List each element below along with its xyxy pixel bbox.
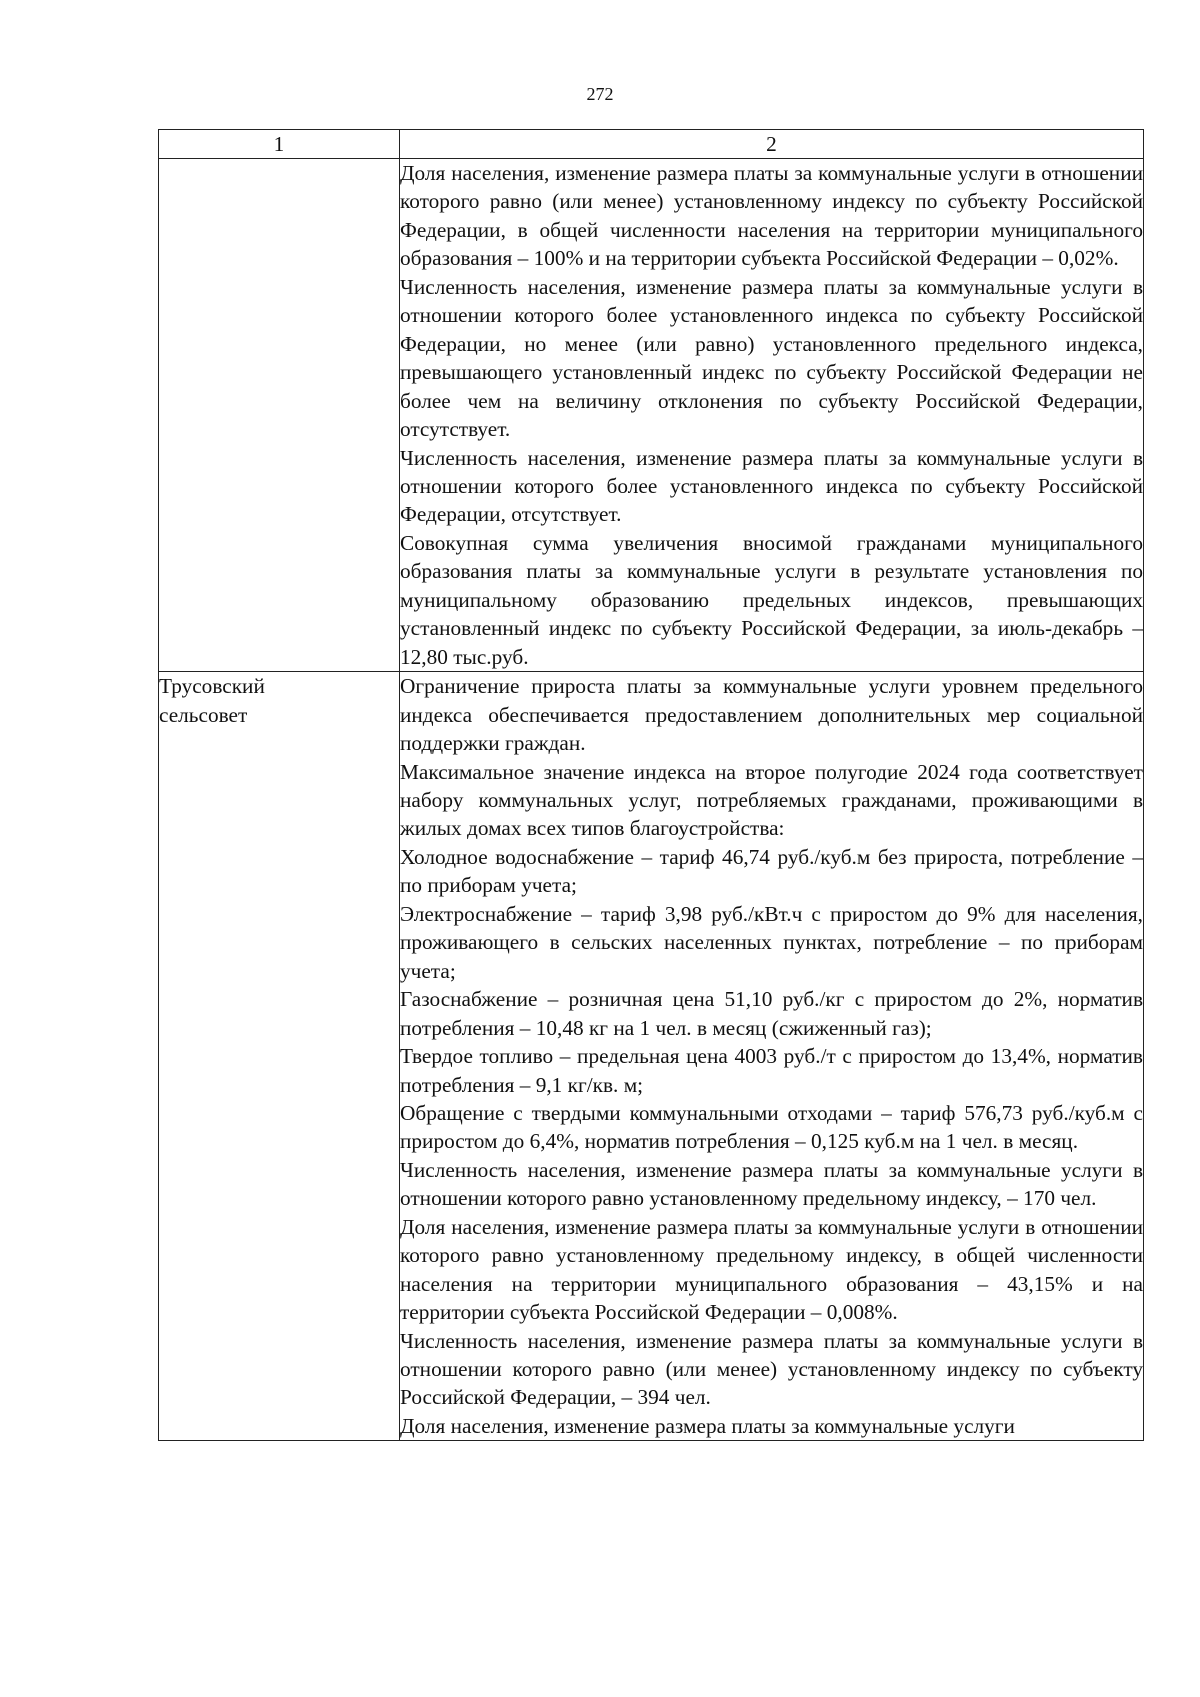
column-header: 1 [159, 130, 400, 159]
page-number: 272 [586, 84, 614, 104]
municipality-name-line: сельсовет [159, 702, 248, 727]
document-table [158, 129, 1144, 1441]
paragraph: Численность населения, изменение размера платы за коммунальные услуги в отношении которого более установленного индекса по субъекту Российской Федерации, отсутствует. [400, 445, 1143, 527]
paragraph: Твердое топливо – предельная цена 4003 руб./т с приростом до 13,4%, норматив потребления – 9,1 кг/кв. м; [400, 1044, 1143, 1097]
paragraph: Электроснабжение – тариф 3,98 руб./кВт.ч с приростом до 9% для населения, проживающего в сельских населенных пунктах, потребление – по приборам учета; [400, 901, 1143, 983]
paragraph: Обращение с твердыми коммунальными отходами – тариф 576,73 руб./куб.м с приростом до 6,4%, норматив потребления – 0,125 куб.м на 1 чел. в месяц. [400, 1100, 1143, 1154]
description-cell [400, 672, 1144, 1441]
paragraph: Максимальное значение индекса на второе полугодие 2024 года соответствует набору коммунальных услуг, потребляемых гражданами, проживающими в жилых домах всех типов благоустройства: [400, 759, 1143, 841]
municipality-cell [159, 672, 400, 1441]
paragraph: Холодное водоснабжение – тариф 46,74 руб./куб.м без прироста, потребление – по приборам учета; [400, 844, 1143, 898]
paragraph: Доля населения, изменение размера платы за коммунальные услуги в отношении которого равно (или менее) установленному индексу по субъекту Российской Федерации, в общей численности населения на территории муниципального образования – 100% и на территории субъекта Российской Федерации – 0,02%. [400, 161, 1143, 271]
paragraph: Совокупная сумма увеличения вносимой гражданами муниципального образования платы за коммунальные услуги в результате установления по муниципальному образованию предельных индексов, превышающих установленный индекс по субъекту Российской Федерации, за июль-декабрь – 12,80 тыс.руб. [400, 530, 1143, 669]
paragraph: Численность населения, изменение размера платы за коммунальные услуги в отношении которого равно установленному предельному индексу, – 170 чел. [400, 1157, 1143, 1211]
paragraph: Газоснабжение – розничная цена 51,10 руб./кг с приростом до 2%, норматив потребления – 10,48 кг на 1 чел. в месяц (сжиженный газ); [400, 987, 1143, 1040]
table-header-row [159, 130, 1144, 159]
description-cell [400, 159, 1144, 672]
paragraph: Ограничение прироста платы за коммунальные услуги уровнем предельного индекса обеспечивается предоставлением дополнительных мер социальной поддержки граждан. [400, 674, 1143, 756]
paragraph: Доля населения, изменение размера платы за коммунальные услуги [400, 1413, 1015, 1438]
paragraph: Численность населения, изменение размера платы за коммунальные услуги в отношении которого равно (или менее) установленному индексу по субъекту Российской Федерации, – 394 чел. [400, 1328, 1143, 1410]
paragraph: Доля населения, изменение размера платы за коммунальные услуги в отношении которого равно установленному предельному индексу, в общей численности населения на территории муниципального образования – 43,15% и на территории субъекта Российской Федерации – 0,008%. [400, 1214, 1143, 1325]
municipality-cell [159, 159, 400, 672]
paragraph: Численность населения, изменение размера платы за коммунальные услуги в отношении которого более установленного индекса по субъекту Российской Федерации, но менее (или равно) установленного предельного индекса, превышающего установленный индекс по субъекту Российской Федерации не более чем на величину отклонения по субъекту Российской Федерации, отсутствует. [400, 274, 1143, 442]
column-header: 2 [400, 130, 1144, 159]
table-row [159, 672, 1144, 1441]
municipality-name-line: Трусовский [159, 674, 265, 699]
table-row [159, 159, 1144, 672]
